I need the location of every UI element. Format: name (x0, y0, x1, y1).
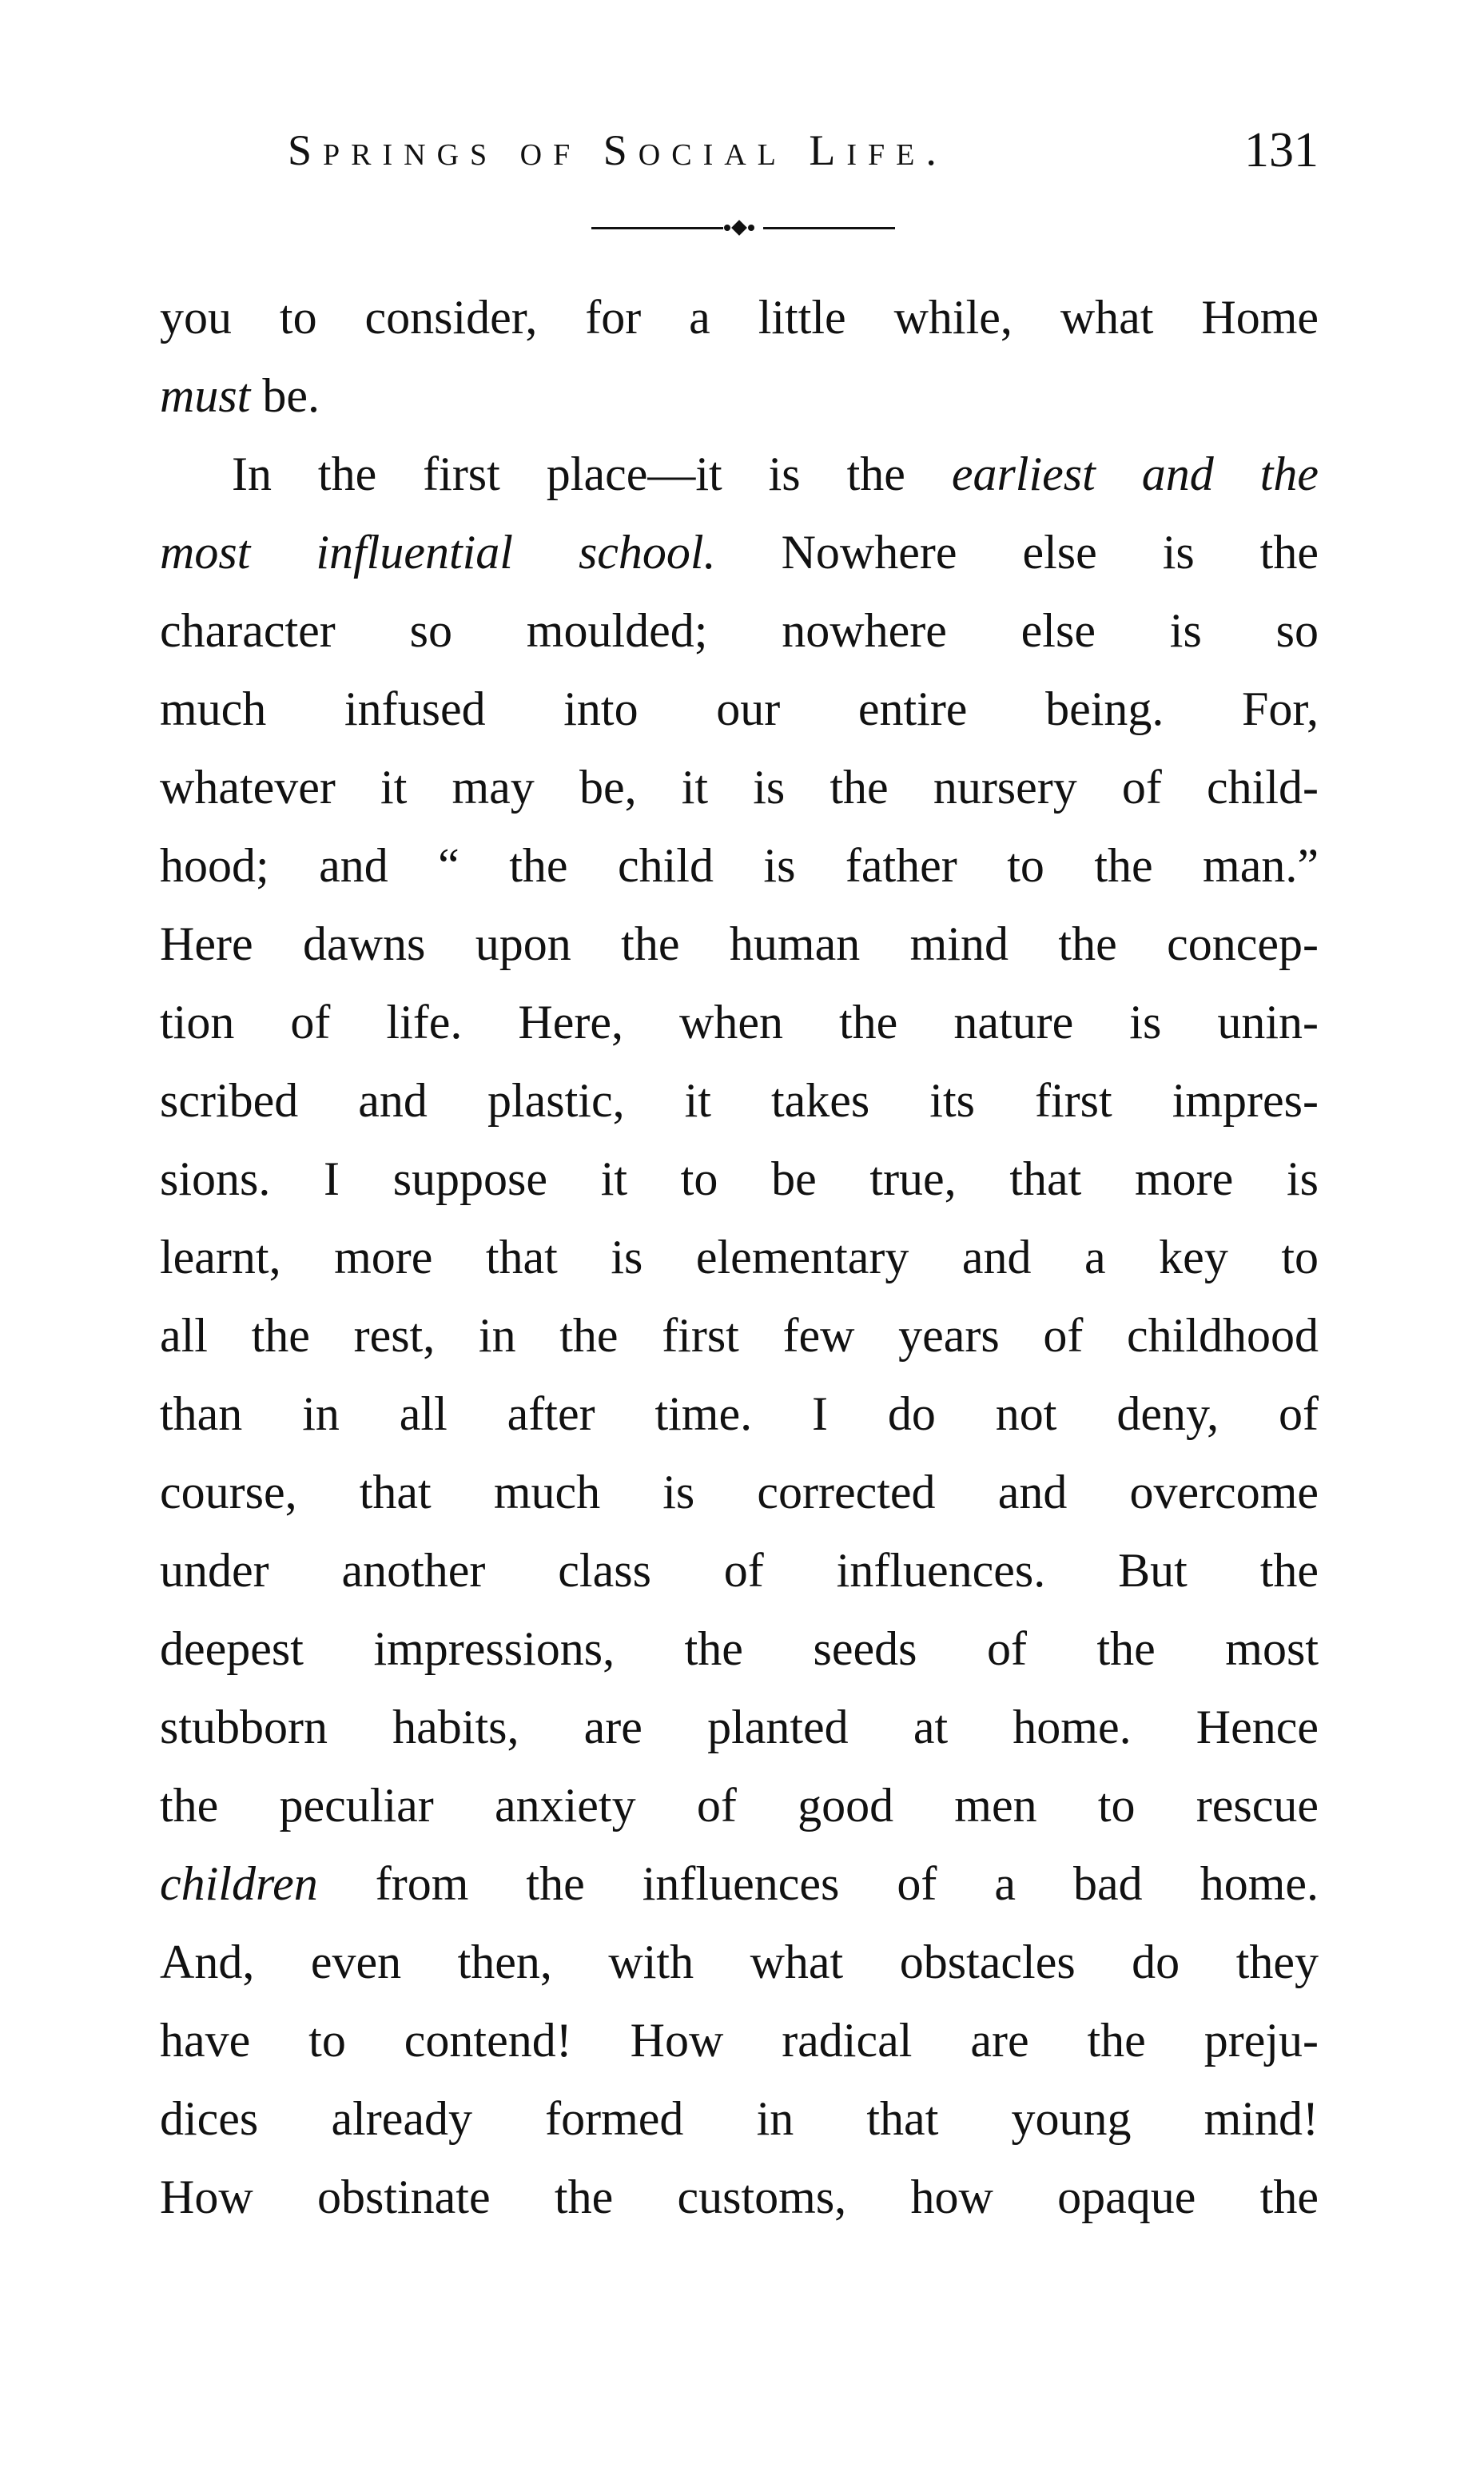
text-segment: scribed and plastic, it takes its first impres- (160, 1074, 1319, 1127)
ornament-dot-left (724, 225, 730, 231)
body-text (160, 278, 1319, 2236)
text-segment: from the influences of a bad home. (317, 1857, 1319, 1910)
text-segment: all the rest, in the first few years of childhood (160, 1309, 1319, 1362)
text-segment: How obstinate the customs, how opaque the (160, 2171, 1319, 2223)
ornament-line-right (763, 227, 895, 229)
text-segment: Here dawns upon the human mind the concep- (160, 917, 1319, 970)
text-line (160, 905, 1319, 983)
text-segment: learnt, more that is elementary and a key to (160, 1231, 1319, 1283)
text-segment: tion of life. Here, when the nature is unin- (160, 996, 1319, 1049)
text-line (160, 1610, 1319, 1688)
text-segment: character so moulded; nowhere else is so (160, 604, 1319, 657)
italic-text: children (160, 1857, 318, 1910)
text-line (160, 278, 1319, 356)
text-segment: course, that much is corrected and overcome (160, 1466, 1319, 1518)
text-segment: stubborn habits, are planted at home. Hence (160, 1701, 1319, 1753)
text-line (160, 1688, 1319, 1766)
italic-text: earliest and the (951, 448, 1319, 500)
text-line (160, 1375, 1319, 1453)
page-number: 131 (1244, 123, 1319, 177)
text-segment: have to contend! How radical are the preju- (160, 2014, 1319, 2067)
text-line (160, 1140, 1319, 1218)
text-line (160, 1061, 1319, 1140)
text-line (160, 1844, 1319, 1923)
text-line (160, 1766, 1319, 1844)
text-line (160, 591, 1319, 670)
text-line (160, 1453, 1319, 1531)
text-segment: And, even then, with what obstacles do they (160, 1936, 1319, 1988)
text-segment: be. (250, 369, 320, 422)
text-segment: In the first place—it is the (232, 448, 952, 500)
text-line (160, 1923, 1319, 2001)
running-head (288, 118, 1319, 182)
text-line (160, 2079, 1319, 2158)
italic-text: most influential school. (160, 526, 716, 579)
text-segment: under another class of influences. But the (160, 1544, 1319, 1597)
text-segment: the peculiar anxiety of good men to rescue (160, 1779, 1319, 1832)
text-segment: than in all after time. I do not deny, of (160, 1387, 1319, 1440)
text-line (160, 748, 1319, 826)
text-segment: Nowhere else is the (715, 526, 1319, 579)
running-title: Springs of Social Life. (288, 126, 948, 174)
text-line (160, 356, 1319, 435)
ornament-rule (591, 220, 895, 236)
text-line (160, 435, 1319, 513)
text-line (160, 1531, 1319, 1610)
text-segment: dices already formed in that young mind! (160, 2092, 1319, 2145)
ornament-dot-right (748, 225, 754, 231)
text-line (160, 2001, 1319, 2079)
ornament-diamond (731, 220, 747, 236)
text-segment: you to consider, for a little while, what Home (160, 291, 1319, 344)
text-segment: deepest impressions, the seeds of the most (160, 1622, 1319, 1675)
text-line (160, 2158, 1319, 2236)
text-line (160, 1218, 1319, 1296)
text-line (160, 670, 1319, 748)
text-line (160, 1296, 1319, 1375)
text-segment: hood; and “ the child is father to the man.” (160, 839, 1319, 892)
text-line (160, 983, 1319, 1061)
text-segment: much infused into our entire being. For, (160, 682, 1319, 735)
text-segment: whatever it may be, it is the nursery of child- (160, 761, 1319, 814)
text-line (160, 513, 1319, 591)
italic-text: must (160, 369, 251, 422)
text-segment: sions. I suppose it to be true, that more is (160, 1152, 1319, 1205)
text-line (160, 826, 1319, 905)
ornament-line-left (591, 227, 723, 229)
